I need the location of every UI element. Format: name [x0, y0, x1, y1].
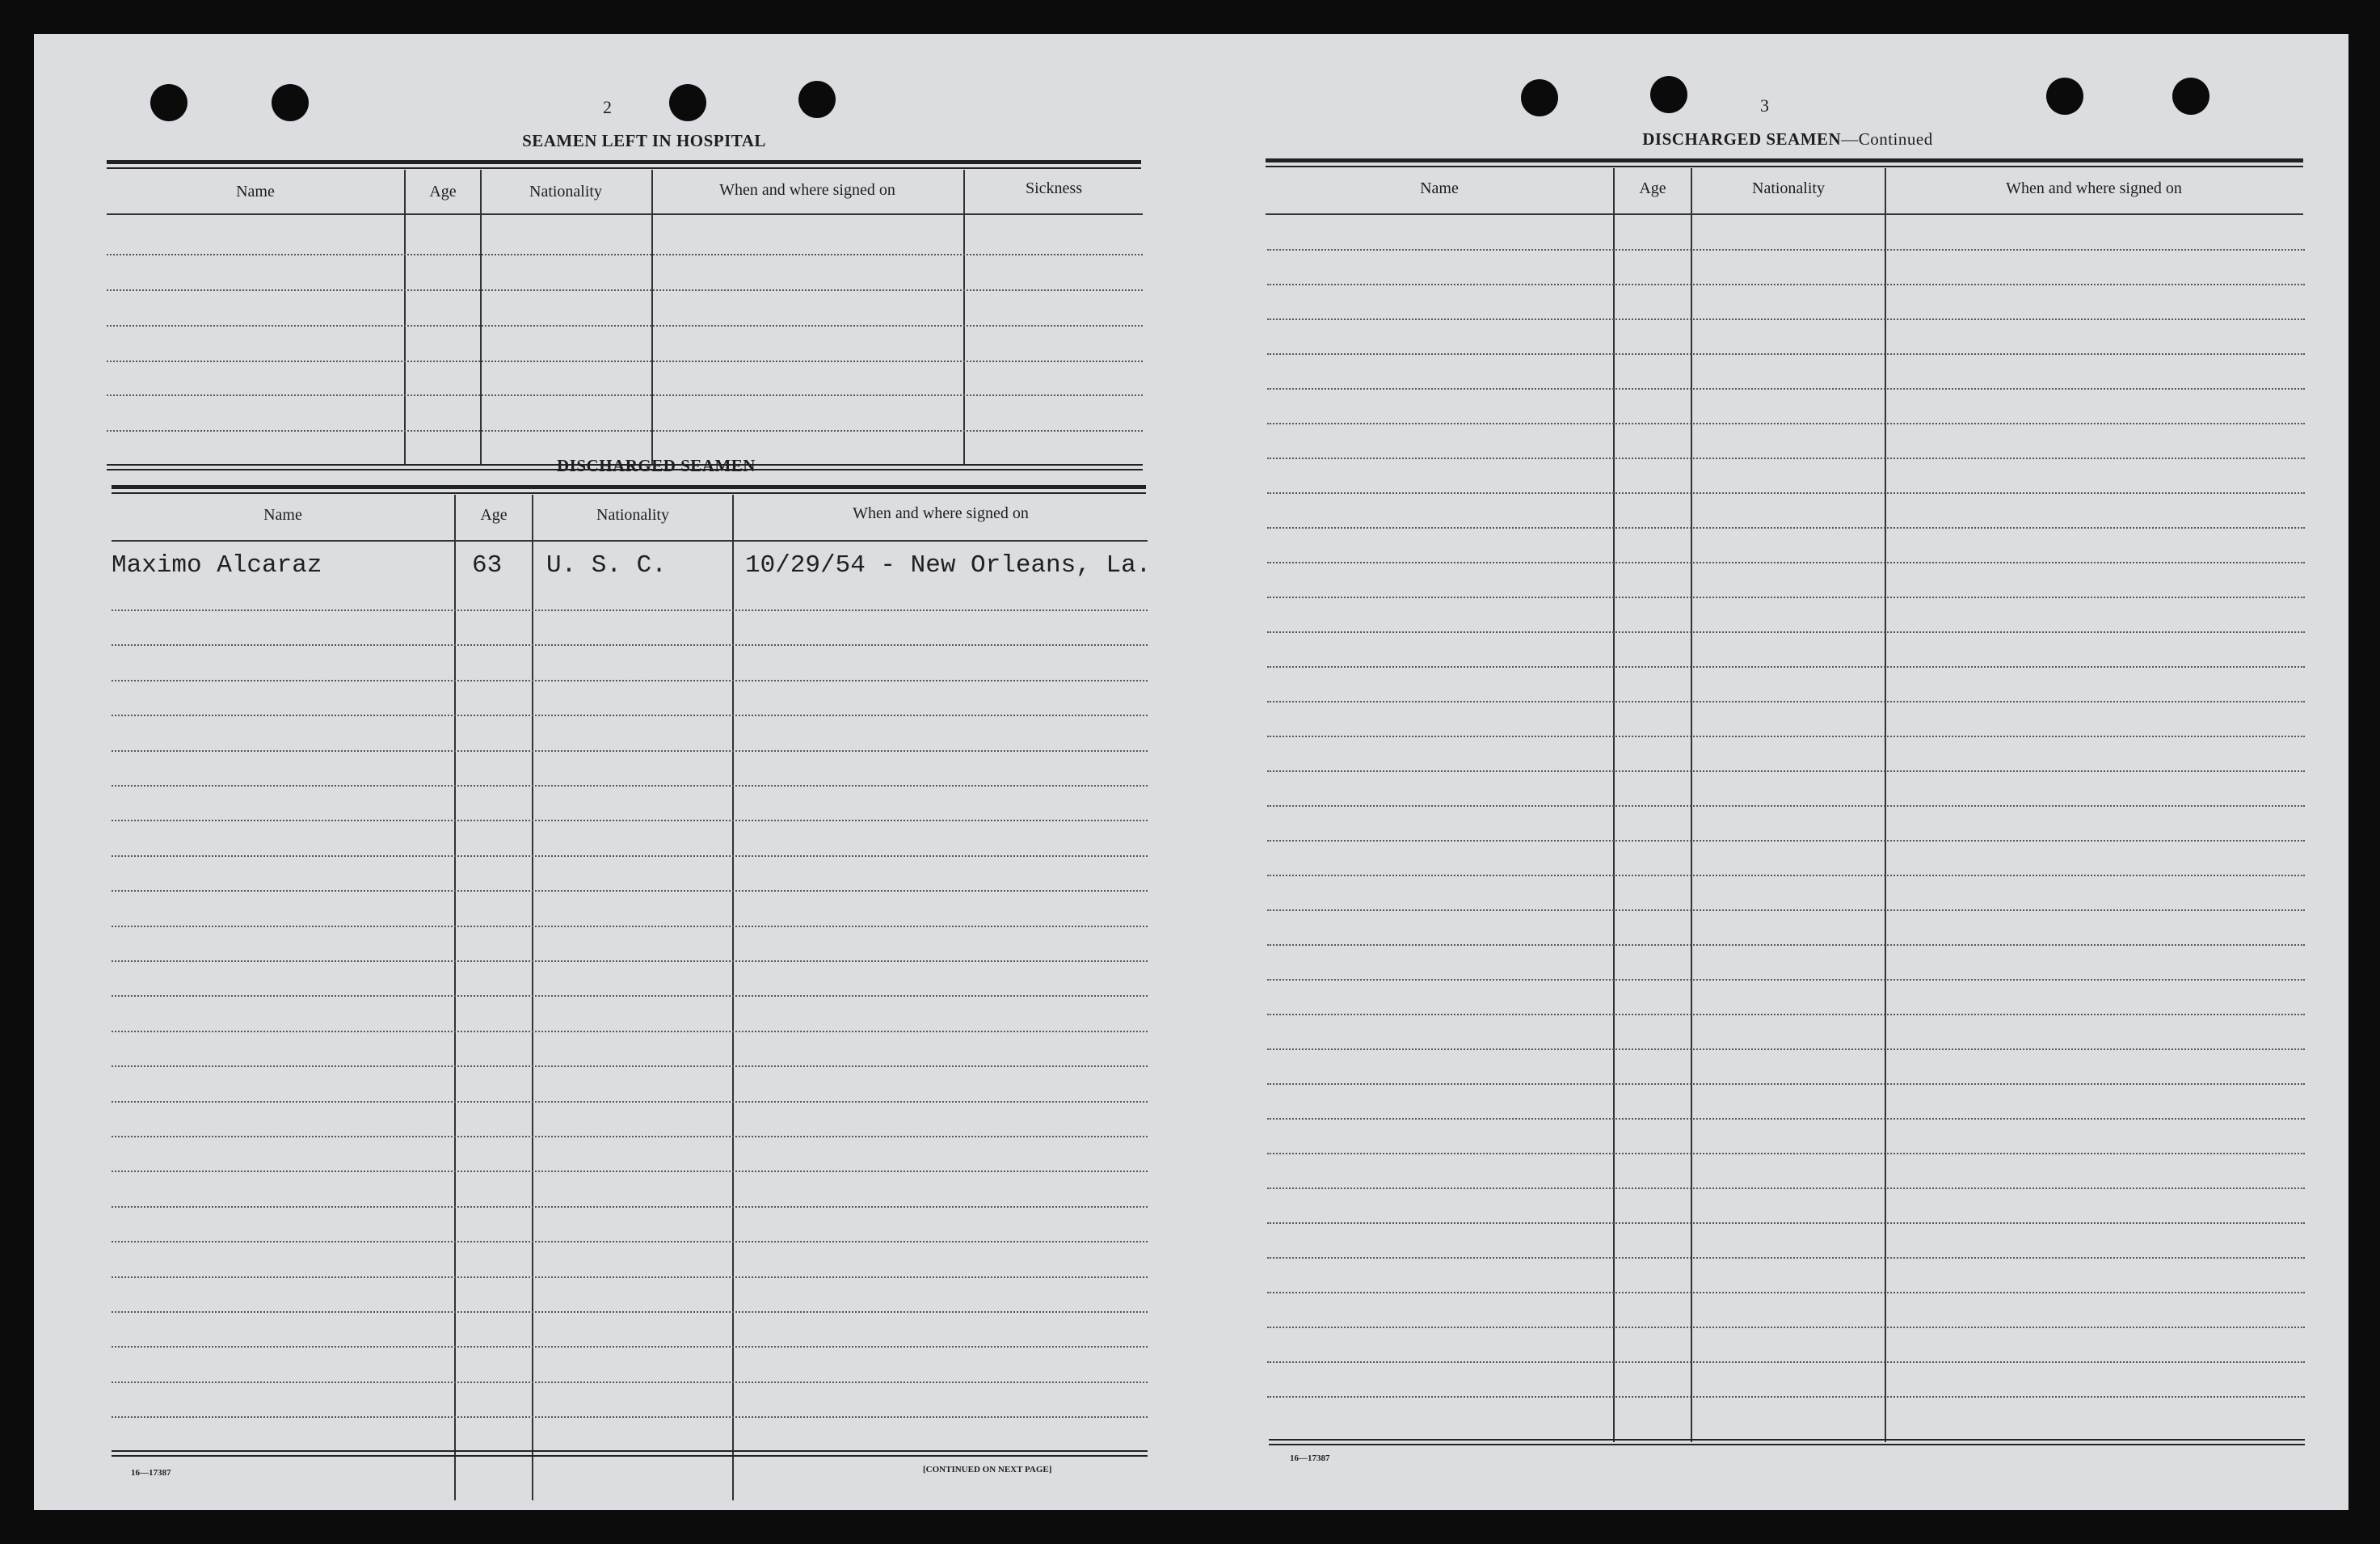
table-row-line	[1267, 1083, 2305, 1085]
discharged-section-title: DISCHARGED SEAMEN	[557, 456, 756, 475]
table-row-line	[112, 890, 1148, 892]
punch-hole	[2172, 78, 2209, 115]
punch-hole	[150, 84, 187, 121]
seaman-nationality: U. S. C.	[546, 551, 667, 580]
hospital-col-name: Name	[236, 183, 275, 200]
hospital-top-rule-thin	[107, 167, 1141, 169]
discharged-col-signed-on: When and where signed on	[853, 504, 1029, 522]
continued-note: [CONTINUED ON NEXT PAGE]	[923, 1465, 1052, 1474]
punch-hole	[272, 84, 309, 121]
table-row-line	[112, 1206, 1148, 1208]
table-row-line	[1267, 1327, 2305, 1328]
table-row-line	[1267, 770, 2305, 772]
table-row-line	[1267, 1396, 2305, 1398]
form-number-left: 16—17387	[131, 1468, 171, 1478]
table-row-line	[1267, 388, 2305, 390]
table-row-line	[1267, 1188, 2305, 1189]
table-row-line	[1267, 562, 2305, 563]
discharged-continued-title-main: DISCHARGED SEAMEN	[1642, 129, 1842, 149]
discharged-bottom-rule	[112, 1450, 1148, 1452]
table-row-line	[1267, 284, 2305, 285]
table-row-line	[112, 995, 1148, 997]
table-row-line	[112, 1311, 1148, 1313]
table-row-line	[112, 1276, 1148, 1278]
seaman-signed-on: 10/29/54 - New Orleans, La.	[745, 551, 1152, 580]
table-row-line	[1267, 805, 2305, 807]
punch-hole	[669, 84, 706, 121]
hospital-row-line	[107, 254, 1143, 255]
table-row-line	[1267, 1292, 2305, 1293]
table-row-line	[112, 1241, 1148, 1242]
discharged-continued-title	[1569, 129, 2006, 150]
table-row-line	[112, 960, 1148, 962]
hospital-row-line	[107, 289, 1143, 291]
right-header-rule	[1266, 213, 2303, 215]
table-row-line	[1267, 1222, 2305, 1224]
table-row-line	[112, 1101, 1148, 1103]
table-row-line	[1267, 1257, 2305, 1259]
table-row-line	[1267, 527, 2305, 529]
table-row-line	[112, 1065, 1148, 1067]
seaman-name: Maximo Alcaraz	[112, 551, 322, 580]
right-bottom-rule	[1269, 1439, 2305, 1441]
discharged-col-nationality: Nationality	[596, 506, 669, 524]
seaman-age: 63	[472, 551, 503, 580]
table-row-line	[1267, 979, 2305, 981]
discharged-top-rule	[112, 485, 1146, 489]
hospital-row-line	[107, 361, 1143, 362]
table-row-line	[1267, 1048, 2305, 1050]
hospital-col-nationality: Nationality	[529, 183, 602, 200]
discharged-header-rule	[112, 540, 1148, 542]
table-row-line	[112, 1382, 1148, 1383]
table-row-line	[1267, 631, 2305, 633]
hospital-row-line	[107, 430, 1143, 432]
table-row-line	[1267, 1153, 2305, 1154]
table-row-line	[1267, 1118, 2305, 1120]
table-row-line	[112, 855, 1148, 857]
right-top-rule	[1266, 158, 2303, 162]
right-col-age: Age	[1639, 179, 1666, 197]
page-number-left: 2	[603, 97, 612, 117]
discharged-top-rule-thin	[112, 492, 1146, 494]
table-row-line	[112, 1136, 1148, 1137]
discharged-bottom-rule	[112, 1455, 1148, 1457]
table-row-line	[1267, 701, 2305, 702]
discharged-continued-title-cont: —Continued	[1841, 129, 1933, 149]
table-row-line	[112, 820, 1148, 821]
right-col-signed-on: When and where signed on	[2006, 179, 2182, 197]
discharged-col-age: Age	[480, 506, 508, 524]
table-row-line	[112, 680, 1148, 681]
punch-hole	[2046, 78, 2083, 115]
table-row-line	[1267, 597, 2305, 598]
table-row-line	[1267, 909, 2305, 911]
hospital-row-line	[107, 325, 1143, 327]
document-sheet	[34, 34, 2348, 1510]
table-row-line	[1267, 1014, 2305, 1015]
right-col-name: Name	[1420, 179, 1459, 197]
table-row-line	[112, 1171, 1148, 1172]
table-row-line	[1267, 1361, 2305, 1363]
hospital-top-rule	[107, 160, 1141, 164]
table-row-line	[112, 715, 1148, 716]
table-row-line	[112, 1031, 1148, 1032]
right-col-nationality: Nationality	[1752, 179, 1825, 197]
right-bottom-rule	[1269, 1444, 2305, 1445]
table-row-line	[1267, 666, 2305, 668]
discharged-col-name: Name	[263, 506, 302, 524]
table-row-line	[112, 750, 1148, 752]
table-row-line	[1267, 944, 2305, 946]
form-number-right: 16—17387	[1290, 1453, 1330, 1463]
table-row-line	[112, 926, 1148, 927]
page-number-right: 3	[1760, 95, 1769, 116]
table-row-line	[112, 644, 1148, 646]
punch-hole	[1650, 76, 1687, 113]
right-top-rule-thin	[1266, 166, 2303, 167]
punch-hole	[798, 81, 836, 118]
table-row-line	[1267, 875, 2305, 876]
table-row-line	[112, 785, 1148, 787]
hospital-col-signed-on: When and where signed on	[719, 181, 895, 199]
table-row-line	[1267, 249, 2305, 251]
punch-hole	[1521, 79, 1558, 116]
table-row-line	[1267, 353, 2305, 355]
table-row-line	[1267, 840, 2305, 842]
hospital-col-age: Age	[429, 183, 457, 200]
table-row-line	[1267, 736, 2305, 737]
table-row-line	[1267, 492, 2305, 494]
hospital-row-line	[107, 394, 1143, 396]
table-row-line	[1267, 319, 2305, 320]
table-row-line	[112, 610, 1148, 611]
table-row-line	[1267, 423, 2305, 424]
hospital-section-title: SEAMEN LEFT IN HOSPITAL	[522, 131, 766, 150]
table-row-line	[112, 1346, 1148, 1348]
hospital-col-sickness: Sickness	[1026, 179, 1082, 197]
hospital-header-rule	[107, 213, 1143, 215]
table-row-line	[112, 1416, 1148, 1418]
table-row-line	[1267, 458, 2305, 459]
